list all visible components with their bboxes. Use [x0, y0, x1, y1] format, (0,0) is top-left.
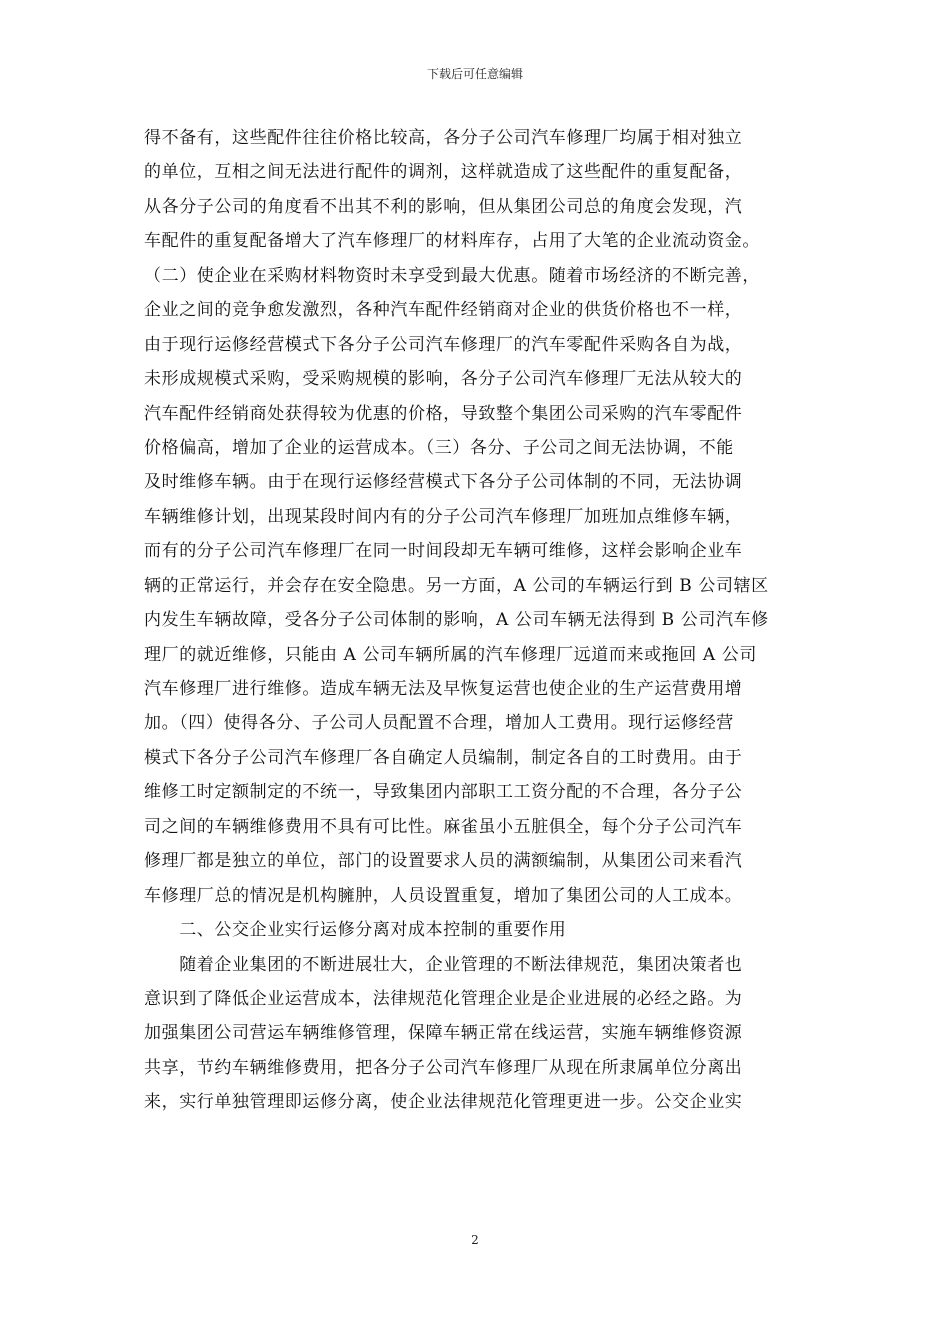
page-number: 2: [471, 1233, 479, 1247]
text-line: 未形成规模式采购，受采购规模的影响，各分子公司汽车修理厂无法从较大的: [144, 369, 743, 390]
text-line: 内发生车辆故障，受各分子公司体制的影响，A 公司车辆无法得到 B 公司汽车修: [144, 610, 769, 631]
text-line: 由于现行运修经营模式下各分子公司汽车修理厂的汽车零配件采购各自为战，: [144, 334, 743, 355]
text-line: 车辆维修计划，出现某段时间内有的分子公司汽车修理厂加班加点维修车辆，: [144, 506, 743, 527]
text-line: 修理厂都是独立的单位，部门的设置要求人员的满额编制，从集团公司来看汽: [144, 851, 743, 872]
text-line: 车修理厂总的情况是机构臃肿，人员设置重复，增加了集团公司的人工成本。: [144, 885, 743, 906]
body-text: [144, 121, 824, 1120]
text-line: 价格偏高，增加了企业的运营成本。（三）各分、子公司之间无法协调，不能: [144, 437, 734, 458]
text-line: 加强集团公司营运车辆维修管理，保障车辆正常在线运营，实施车辆维修资源: [144, 1023, 743, 1044]
text-line: 意识到了降低企业运营成本，法律规范化管理企业是企业进展的必经之路。为: [144, 988, 743, 1009]
text-line: 模式下各分子公司汽车修理厂各自确定人员编制，制定各自的工时费用。由于: [144, 747, 743, 768]
text-line: 共享，节约车辆维修费用，把各分子公司汽车修理厂从现在所隶属单位分离出: [144, 1057, 743, 1078]
text-line: 司之间的车辆维修费用不具有可比性。麻雀虽小五脏俱全，每个分子公司汽车: [144, 816, 743, 837]
text-line: 从各分子公司的角度看不出其不利的影响，但从集团公司总的角度会发现，汽: [144, 196, 743, 217]
text-line: 随着企业集团的不断进展壮大，企业管理的不断法律规范，集团决策者也: [144, 954, 743, 975]
text-line: 企业之间的竞争愈发激烈，各种汽车配件经销商对企业的供货价格也不一样，: [144, 300, 743, 321]
text-line: 汽车修理厂进行维修。造成车辆无法及早恢复运营也使企业的生产运营费用增: [144, 679, 743, 699]
text-line: 来，实行单独管理即运修分离，使企业法律规范化管理更进一步。公交企业实: [144, 1092, 743, 1113]
text-line: 车配件的重复配备增大了汽车修理厂的材料库存，占用了大笔的企业流动资金。: [144, 231, 760, 252]
text-line: 辆的正常运行，并会存在安全隐患。另一方面，A 公司的车辆运行到 B 公司辖区: [144, 575, 769, 596]
text-line: （二）使企业在采购材料物资时未享受到最大优惠。随着市场经济的不断完善，: [144, 265, 760, 286]
text-line: 的单位，互相之间无法进行配件的调剂，这样就造成了这些配件的重复配备，: [144, 162, 743, 183]
text-line: 得不备有，这些配件往往价格比较高，各分子公司汽车修理厂均属于相对独立: [144, 128, 743, 148]
page-header: 下载后可任意编辑: [426, 67, 523, 81]
text-line: 加。（四）使得各分、子公司人员配置不合理，增加人工费用。现行运修经营: [144, 713, 734, 734]
text-line: 维修工时定额制定的不统一，导致集团内部职工工资分配的不合理，各分子公: [144, 782, 743, 803]
text-line: 理厂的就近维修，只能由 A 公司车辆所属的汽车修理厂远道而来或拖回 A 公司: [144, 644, 757, 665]
text-line: 及时维修车辆。由于在现行运修经营模式下各分子公司体制的不同，无法协调: [144, 472, 743, 493]
text-line: 而有的分子公司汽车修理厂在同一时间段却无车辆可维修，这样会影响企业车: [144, 541, 743, 562]
section-heading: 二、公交企业实行运修分离对成本控制的重要作用: [144, 920, 567, 941]
text-line: 汽车配件经销商处获得较为优惠的价格，导致整个集团公司采购的汽车零配件: [144, 403, 743, 424]
